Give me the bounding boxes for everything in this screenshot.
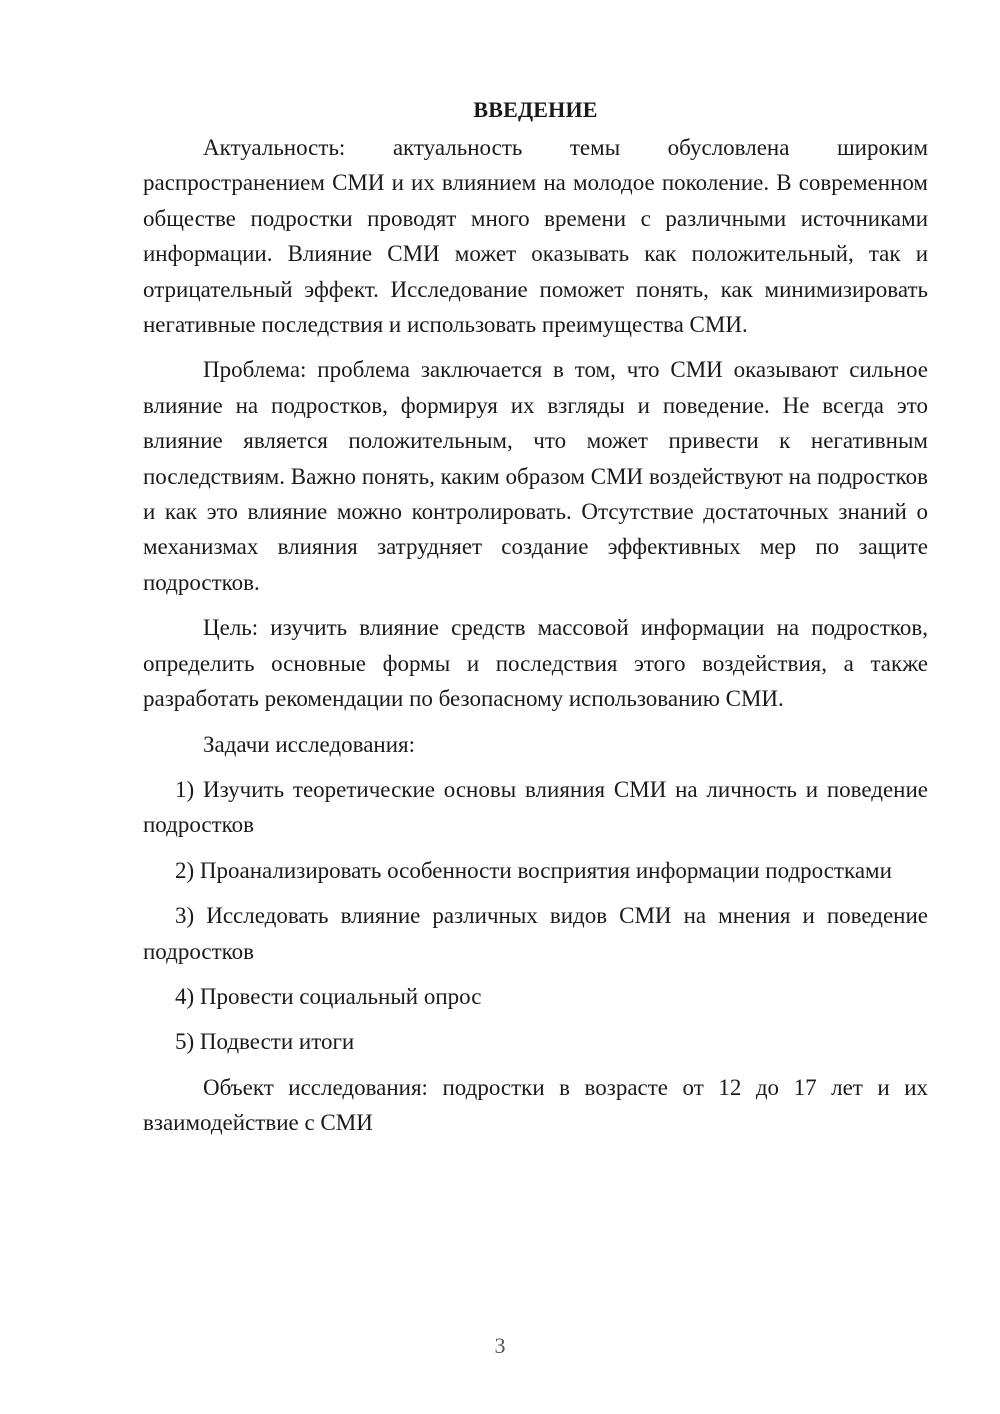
problem-paragraph: Проблема: проблема заключается в том, что СМИ оказывают сильное влияние на подростков, формируя их взгляды и поведение. Не всегда это влияние является положительным, что может привести к негативным последствиям. Важно понять, каким образом СМИ воздействуют на подростков и как это влияние можно контролировать. Отсутствие достаточных знаний о механизмах влияния затрудняет создание эффективных мер по защите подростков. <box>143 357 928 595</box>
task-item-3: 3) Исследовать влияние различных видов СМИ на мнения и поведение подростков <box>143 903 928 964</box>
task-item-2: 2) Проанализировать особенности восприятия информации подростками <box>175 857 892 883</box>
document-page <box>143 92 928 1151</box>
tasks-heading: Задачи исследования: <box>203 731 416 757</box>
page-number: 3 <box>494 1333 506 1358</box>
task-item-1: 1) Изучить теоретические основы влияния СМИ на личность и поведение подростков <box>143 776 928 838</box>
goal-paragraph: Цель: изучить влияние средств массовой информации на подростков, определить основные формы и последствия этого воздействия, а также разработать рекомендации по безопасному использованию СМИ. <box>143 615 928 712</box>
object-paragraph: Объект исследования: подростки в возрасте от 12 до 17 лет и их взаимодействие с СМИ <box>143 1074 928 1136</box>
task-item-4: 4) Провести социальный опрос <box>175 983 482 1009</box>
task-item-5: 5) Подвести итоги <box>175 1029 355 1055</box>
relevance-paragraph: Актуальность: актуальность темы обусловлена широким распространением СМИ и их влиянием на молодое поколение. В современном обществе подростки проводят много времени с различными источниками информации. Влияние СМИ может оказывать как положительный, так и отрицательный эффект. Исследование поможет понять, как минимизировать негативные последствия и использовать преимущества СМИ. <box>143 135 928 338</box>
page-title: ВВЕДЕНИЕ <box>473 97 598 122</box>
